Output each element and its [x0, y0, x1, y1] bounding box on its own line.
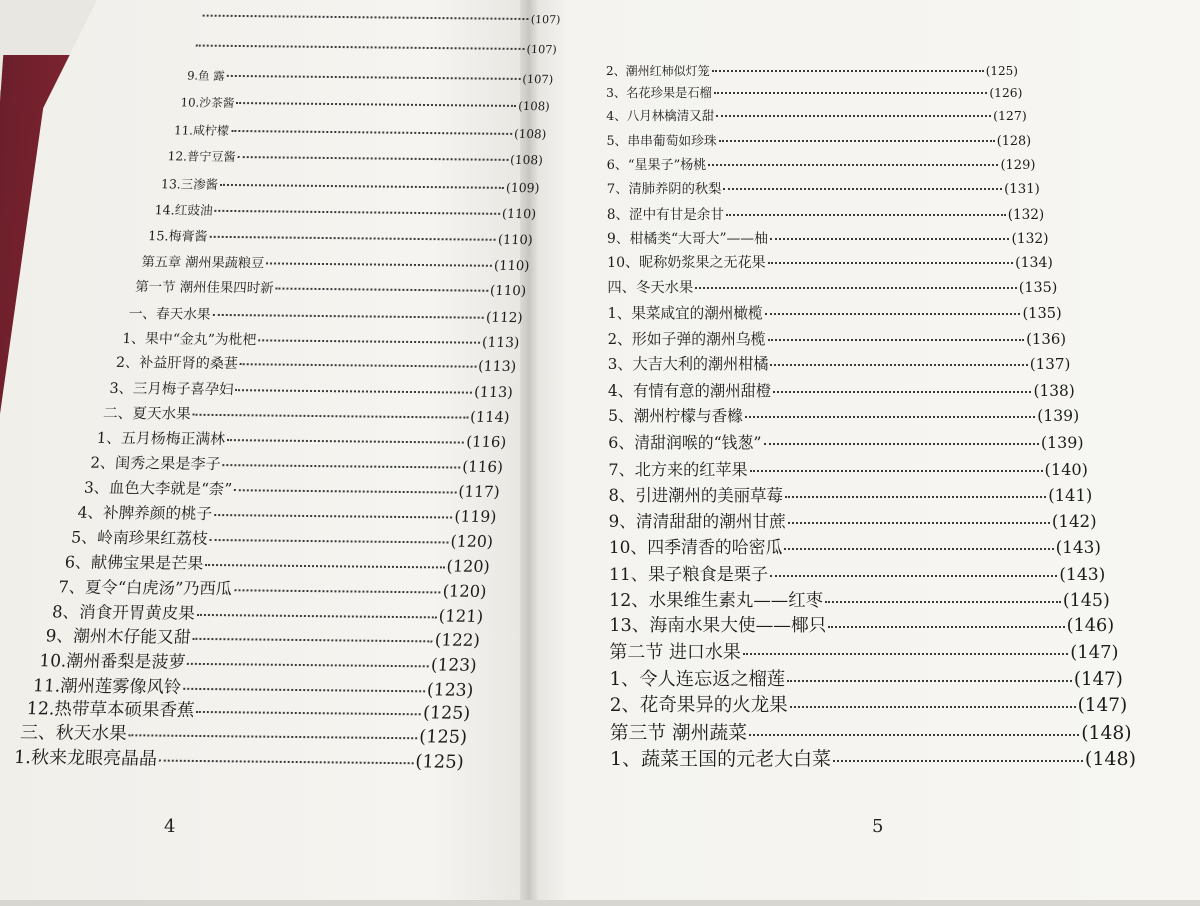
- toc-entry-title: 3、名花珍果是石榴: [606, 86, 712, 101]
- toc-leader-dots: [695, 287, 1016, 289]
- toc-entry-page: (143): [1059, 564, 1106, 585]
- toc-leader-dots: [787, 680, 1072, 682]
- toc-entry-page: (120): [442, 581, 488, 602]
- toc-entry: [609, 534, 1101, 558]
- toc-entry-page: (140): [1044, 459, 1088, 479]
- toc-entry-page: (148): [1081, 722, 1132, 744]
- toc-entry-page: (123): [430, 655, 478, 677]
- toc-entry-title: 12.热带草本硕果香蕉: [26, 698, 196, 721]
- toc-entry-title: 10、昵称奶浆果之无花果: [607, 255, 766, 272]
- toc-entry-title: 二、夏天水果: [102, 404, 192, 423]
- toc-entry-title: 6、“星果子”杨桃: [606, 157, 707, 173]
- toc-entry-title: 5、串串葡萄如珍珠: [606, 133, 717, 149]
- toc-entry-page: (107): [526, 42, 558, 57]
- toc-entry-page: (139): [1037, 407, 1080, 426]
- toc-entry-title: 9、潮州木仔能又甜: [45, 625, 192, 647]
- left-page-number: 4: [164, 816, 176, 837]
- toc-entry-page: (141): [1048, 485, 1093, 505]
- toc-entry-page: (147): [1073, 668, 1123, 690]
- toc-entry-title: 1、五月杨梅正满林: [96, 428, 226, 448]
- toc-leader-dots: [825, 601, 1061, 603]
- toc-entry: [608, 353, 1071, 374]
- toc-entry-title: 第一节 潮州佳果四时新: [134, 280, 274, 297]
- toc-entry-page: (135): [1018, 280, 1058, 297]
- toc-entry: [609, 508, 1097, 532]
- toc-entry-title: 四、冬天水果: [607, 280, 694, 297]
- toc-entry-title: 2、潮州红柿似灯笼: [606, 64, 710, 78]
- toc-leader-dots: [750, 470, 1043, 472]
- toc-entry-page: (110): [501, 206, 537, 222]
- toc-entry-page: (109): [505, 179, 540, 195]
- toc-entry-title: 7、清肺养阴的秋梨: [606, 182, 722, 198]
- toc-entry-page: (117): [457, 482, 501, 502]
- toc-entry-title: 3、血色大李就是“柰”: [83, 478, 233, 499]
- toc-entry-title: 1、令人连忘返之榴莲: [609, 668, 786, 690]
- toc-entry: [609, 612, 1114, 637]
- toc-entry-title: 11、果子粮食是栗子: [608, 564, 769, 585]
- toc-leader-dots: [765, 313, 1021, 315]
- toc-leader-dots: [785, 496, 1046, 498]
- toc-entry: [609, 586, 1110, 611]
- toc-entry-title: 第二节 进口水果: [609, 642, 741, 664]
- toc-entry-page: (146): [1066, 616, 1115, 637]
- toc-entry: [609, 638, 1118, 664]
- toc-entry-title: 4、八月林檎清又甜: [606, 108, 715, 124]
- toc-entry-page: (120): [449, 531, 494, 552]
- toc-entry-page: (147): [1077, 695, 1128, 717]
- toc-entry-page: (123): [426, 679, 474, 701]
- toc-entry-page: (139): [1040, 432, 1084, 452]
- toc-entry-page: (134): [1015, 255, 1053, 272]
- toc-entry-title: 13、海南水果大使——椰只: [609, 616, 827, 637]
- toc-entry-page: (145): [1062, 590, 1110, 611]
- toc-entry-title: 10.沙茶酱: [180, 95, 235, 111]
- toc-entry-page: (136): [1026, 329, 1067, 348]
- toc-entry: [606, 62, 1018, 79]
- toc-entry-title: 1、果中“金丸”为枇杷: [121, 330, 257, 349]
- toc-leader-dots: [745, 416, 1035, 418]
- toc-entry: [608, 456, 1088, 480]
- toc-entry-title: 7、夏令“白虎汤”乃西瓜: [57, 577, 233, 599]
- toc-entry-page: (125): [985, 64, 1018, 78]
- toc-entry-page: (122): [434, 629, 481, 650]
- toc-entry-page: (148): [1084, 748, 1136, 770]
- toc-entry-title: 1.秋来龙眼亮晶晶: [13, 747, 158, 770]
- toc-entry-title: 10.潮州番梨是菠萝: [38, 651, 187, 674]
- toc-leader-dots: [790, 706, 1076, 708]
- toc-leader-dots: [714, 92, 987, 94]
- toc-entry-page: (120): [446, 556, 491, 576]
- toc-entry-page: (138): [1033, 381, 1075, 400]
- toc-leader-dots: [716, 115, 991, 117]
- toc-entry-title: 第三节 潮州蔬菜: [609, 722, 747, 744]
- toc-entry-page: (135): [1022, 305, 1062, 323]
- toc-entry-title: 6、献佛宝果是芒果: [64, 552, 204, 573]
- toc-entry: [610, 718, 1132, 745]
- toc-entry-page: (125): [418, 727, 468, 748]
- toc-entry: [607, 203, 1044, 223]
- toc-leader-dots: [708, 164, 998, 166]
- toc-leader-dots: [828, 626, 1064, 628]
- toc-entry-title: 1、蔬菜王国的元老大白菜: [610, 748, 832, 770]
- toc-entry-title: 12、水果维生素丸——红枣: [609, 590, 824, 611]
- toc-entry-page: (132): [1011, 231, 1049, 248]
- toc-entry-page: (128): [996, 133, 1032, 149]
- toc-entry: [607, 227, 1049, 247]
- toc-leader-dots: [743, 653, 1068, 655]
- toc-entry-page: (108): [509, 153, 544, 168]
- toc-leader-dots: [770, 575, 1057, 577]
- toc-entry: [606, 83, 1022, 101]
- toc-entry: [607, 154, 1036, 173]
- toc-leader-dots: [723, 188, 1002, 190]
- toc-entry: [607, 252, 1053, 272]
- toc-entry-page: (127): [993, 108, 1027, 124]
- toc-leader-dots: [726, 214, 1006, 216]
- toc-entry-page: (107): [521, 71, 554, 87]
- toc-entry: [610, 744, 1136, 771]
- toc-entry-page: (110): [493, 258, 530, 275]
- toc-entry-title: 3、大吉大利的潮州柑橘: [607, 355, 769, 374]
- toc-entry: [609, 482, 1093, 506]
- toc-entry: [609, 560, 1105, 585]
- toc-entry-title: 11.咸柠檬: [173, 123, 230, 138]
- toc-entry-page: (113): [473, 384, 514, 402]
- toc-entry-page: (142): [1051, 511, 1097, 531]
- toc-leader-dots: [770, 238, 1010, 240]
- toc-entry-title: 2、补益肝肾的桑葚: [115, 354, 239, 373]
- toc-entry-title: 2、形如子弹的潮州乌榄: [607, 329, 766, 348]
- toc-entry-title: 5、岭南珍果红荔枝: [70, 527, 209, 549]
- toc-entry-page: (110): [497, 233, 534, 249]
- toc-entry-title: 8、引进潮州的美丽草莓: [608, 485, 783, 505]
- toc-leader-dots: [788, 522, 1050, 524]
- toc-entry-title: 9、清清甜甜的潮州甘蔗: [608, 511, 786, 531]
- toc-entry-page: (143): [1055, 536, 1102, 557]
- toc-entry-title: 第五章 潮州果蔬粮豆: [141, 254, 265, 272]
- toc-entry-page: (113): [481, 334, 520, 351]
- toc-entry: [608, 379, 1075, 401]
- toc-entry-page: (131): [1004, 182, 1040, 198]
- toc-leader-dots: [773, 391, 1031, 393]
- toc-entry: [607, 277, 1057, 297]
- toc-entry-page: (112): [485, 309, 524, 326]
- toc-entry-page: (125): [414, 751, 465, 773]
- toc-entry-page: (108): [513, 126, 547, 142]
- toc-entry-title: 5、潮州柠檬与香橼: [608, 407, 743, 426]
- toc-entry-page: (116): [461, 457, 504, 476]
- toc-entry-page: (110): [489, 284, 527, 300]
- toc-entry-title: 6、清甜润喉的“钱葱”: [608, 432, 762, 452]
- toc-entry-title: 8、涩中有甘是余甘: [606, 206, 724, 223]
- toc-entry-page: (147): [1070, 642, 1119, 664]
- toc-entry-page: (126): [989, 86, 1023, 101]
- toc-entry: [610, 691, 1128, 717]
- toc-entry-title: 10、四季清香的哈密瓜: [608, 536, 783, 557]
- toc-leader-dots: [833, 760, 1083, 762]
- toc-entry-title: 4、补脾养颜的桃子: [77, 503, 213, 523]
- toc-entry-title: 4、有情有意的潮州甜橙: [607, 381, 772, 400]
- toc-entry-title: 3、三月梅子喜孕妇: [109, 380, 234, 399]
- toc-entry-title: 2、花奇果异的火龙果: [609, 695, 788, 717]
- toc-entry-title: 1、果菜咸宜的潮州橄榄: [607, 305, 763, 323]
- toc-entry: [607, 302, 1061, 323]
- toc-entry-title: 三、秋天水果: [19, 723, 128, 745]
- toc-leader-dots: [784, 548, 1053, 550]
- toc-entry-page: (121): [438, 606, 484, 626]
- toc-entry-page: (137): [1029, 355, 1071, 374]
- toc-entry-title: 13.三渗酱: [160, 175, 219, 192]
- toc-entry-title: 2、闺秀之果是李子: [89, 453, 222, 473]
- toc-leader-dots: [749, 734, 1079, 736]
- toc-entry: [606, 106, 1026, 124]
- toc-entry: [607, 178, 1040, 197]
- toc-entry-title: 12.普宁豆酱: [167, 149, 237, 165]
- toc-entry-page: (119): [453, 507, 497, 526]
- toc-leader-dots: [770, 364, 1027, 366]
- toc-entry: [608, 430, 1083, 453]
- toc-entry-page: (113): [477, 358, 517, 376]
- toc-entry: [610, 665, 1123, 691]
- toc-entry: [606, 130, 1031, 149]
- toc-entry-title: 11.潮州莲雾像风铃: [32, 675, 182, 698]
- toc-leader-dots: [768, 339, 1025, 341]
- toc-entry-page: (116): [465, 432, 507, 451]
- toc-entry-title: 一、春天水果: [128, 305, 212, 323]
- toc-entry-title: 7、北方来的红苹果: [608, 459, 748, 479]
- right-page-number: 5: [872, 816, 884, 837]
- toc-entry-title: 8、消食开胃黄皮果: [51, 602, 196, 623]
- toc-entry: [608, 328, 1066, 349]
- toc-leader-dots: [719, 140, 995, 142]
- toc-entry-title: 9.鱼 露: [186, 68, 226, 83]
- toc-leader-dots: [768, 262, 1013, 264]
- toc-entry-page: (108): [517, 99, 551, 114]
- toc-leader-dots: [764, 443, 1039, 445]
- toc-entry-page: (132): [1007, 206, 1045, 223]
- toc-entry-page: (107): [530, 13, 561, 27]
- toc-entry-title: 14.红豉油: [154, 202, 214, 219]
- toc-entry-page: (125): [422, 703, 471, 724]
- toc-entry-title: 9、柑橘类“大哥大”——柚: [607, 231, 768, 248]
- toc-leader-dots: [712, 70, 984, 72]
- toc-entry-page: (129): [1000, 157, 1036, 173]
- toc-entry-title: 15.梅膏酱: [147, 229, 208, 246]
- toc-entry-page: (114): [469, 408, 511, 426]
- toc-entry: [608, 404, 1079, 426]
